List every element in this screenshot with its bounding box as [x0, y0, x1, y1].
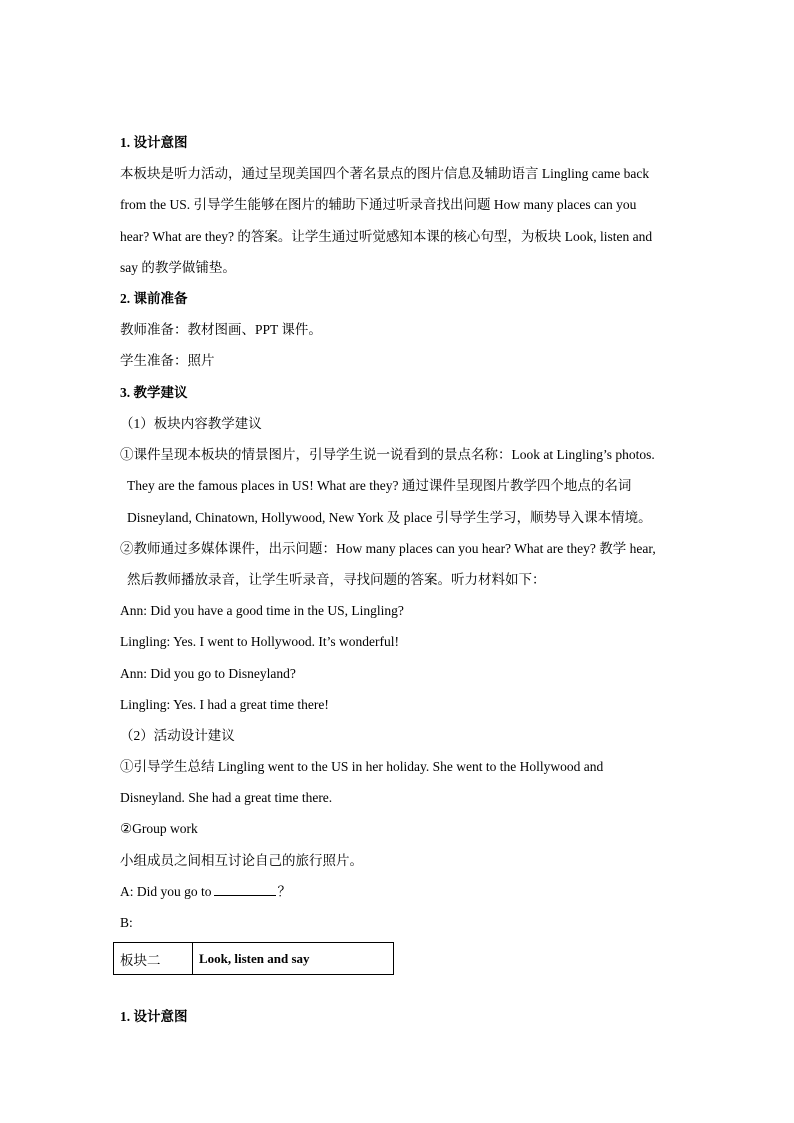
- paragraph-line: from the US. 引导学生能够在图片的辅助下通过听录音找出问题 How many places can you: [120, 197, 637, 212]
- section-heading-design-intent: 1. 设计意图: [120, 135, 188, 150]
- module-table: [113, 942, 394, 975]
- module-title-cell: Look, listen and say: [193, 943, 394, 975]
- suggestion-line: Disneyland, Chinatown, Hollywood, New York 及 place 引导学生学习，顺势导入课本情境。: [127, 510, 652, 525]
- dialogue-line: Lingling: Yes. I went to Hollywood. It’s wonderful!: [120, 634, 399, 649]
- section-heading-preparation: 2. 课前准备: [120, 291, 188, 306]
- table-row: [114, 943, 394, 975]
- paragraph-line: say 的教学做铺垫。: [120, 260, 236, 275]
- activity-group-work: ②Group work: [120, 821, 198, 836]
- suggestion-line: 然后教师播放录音，让学生听录音，寻找问题的答案。听力材料如下：: [127, 572, 546, 587]
- section-heading-design-intent-2: 1. 设计意图: [120, 1009, 188, 1024]
- activity-line: ①引导学生总结 Lingling went to the US in her holiday. She went to the Hollywood and: [120, 759, 604, 774]
- subheading-activity-suggestions: （2）活动设计建议: [120, 728, 235, 743]
- answer-template: B:: [120, 915, 133, 930]
- question-prefix: A: Did you go to: [120, 884, 212, 899]
- student-preparation: 学生准备：照片: [120, 353, 215, 368]
- activity-description: 小组成员之间相互讨论自己的旅行照片。: [120, 853, 363, 868]
- paragraph-line: hear? What are they? 的答案。让学生通过听觉感知本课的核心句型，为板块 Look, listen and: [120, 229, 653, 244]
- dialogue-line: Lingling: Yes. I had a great time there!: [120, 697, 329, 712]
- teacher-preparation: 教师准备：教材图画、PPT 课件。: [120, 322, 322, 337]
- module-label-cell: 板块二: [114, 943, 193, 975]
- paragraph-line: 本板块是听力活动，通过呈现美国四个著名景点的图片信息及辅助语言 Lingling came back: [120, 166, 650, 181]
- subheading-content-suggestions: （1）板块内容教学建议: [120, 416, 262, 431]
- suggestion-line: ①课件呈现本板块的情景图片，引导学生说一说看到的景点名称：Look at Lingling’s photos.: [120, 447, 655, 462]
- question-template: [120, 883, 291, 901]
- suggestion-line: ②教师通过多媒体课件，出示问题：How many places can you hear? What are they? 教学 hear,: [120, 541, 656, 556]
- dialogue-line: Ann: Did you go to Disneyland?: [120, 666, 296, 681]
- fill-in-blank: [214, 883, 276, 896]
- section-heading-teaching-suggestions: 3. 教学建议: [120, 385, 188, 400]
- question-suffix: ？: [277, 884, 292, 899]
- activity-line: Disneyland. She had a great time there.: [120, 790, 333, 805]
- suggestion-line: They are the famous places in US! What are they? 通过课件呈现图片教学四个地点的名词: [127, 478, 632, 493]
- dialogue-line: Ann: Did you have a good time in the US, Lingling?: [120, 603, 404, 618]
